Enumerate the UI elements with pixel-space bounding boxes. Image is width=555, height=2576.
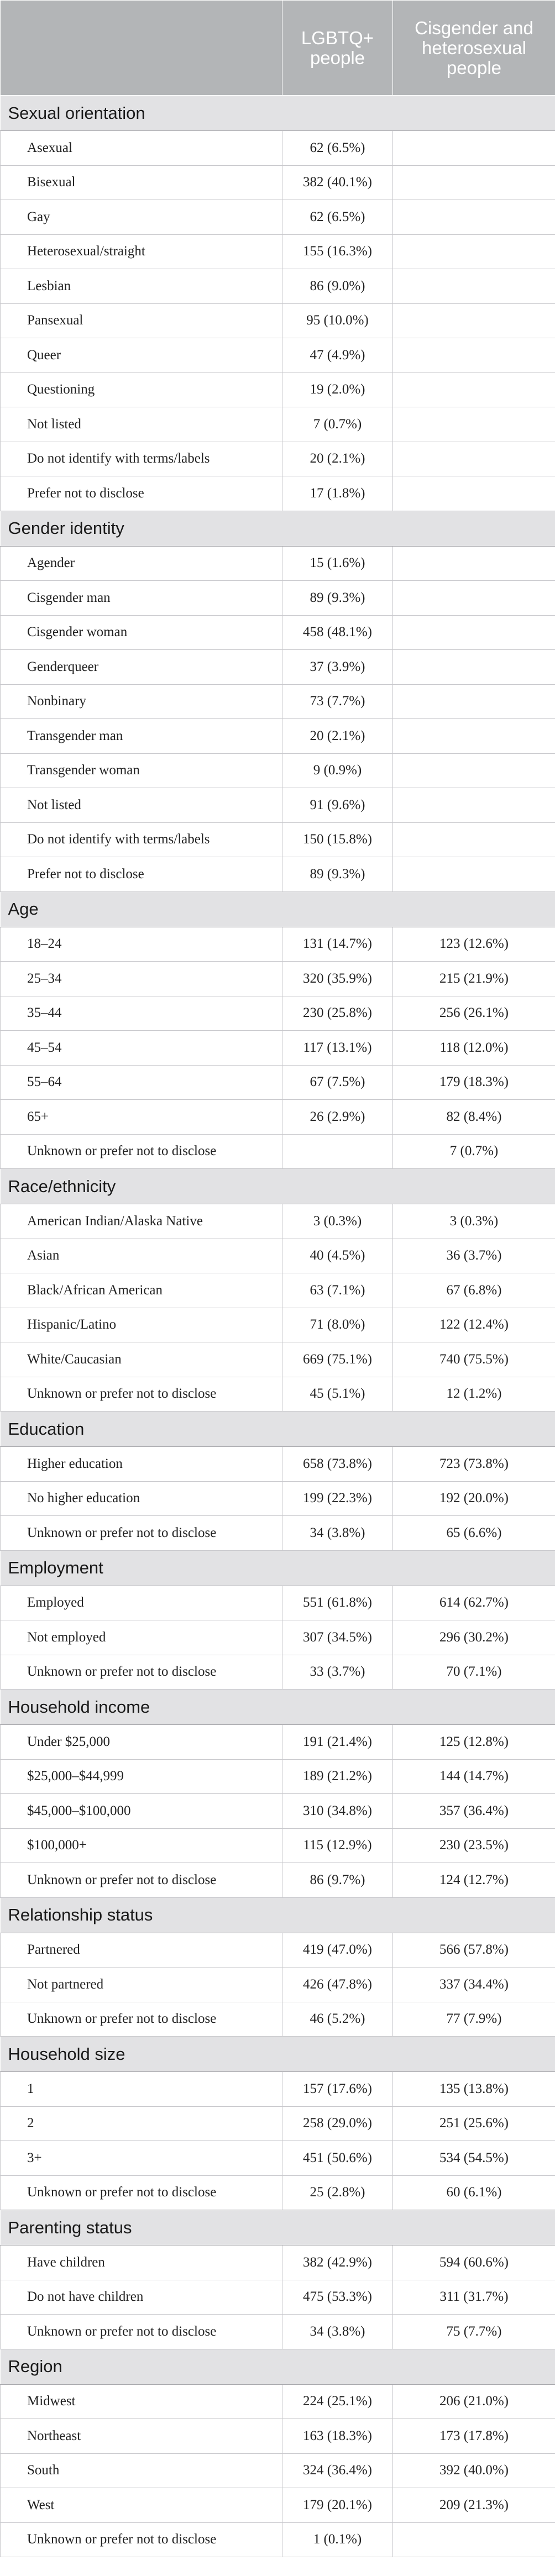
section-title: Employment [1, 1550, 555, 1586]
table-row [1, 788, 555, 823]
cis-value-cell: 251 (25.6%) [393, 2106, 555, 2141]
lgbtq-value-cell: 40 (4.5%) [282, 1239, 393, 1273]
table-row [1, 2141, 555, 2176]
cis-value-cell: 123 (12.6%) [393, 927, 555, 962]
table-row [1, 1655, 555, 1690]
row-label-cell: Bisexual [1, 165, 282, 200]
cis-value-cell: 7 (0.7%) [393, 1134, 555, 1169]
table-row [1, 200, 555, 235]
cis-value-cell [393, 303, 555, 338]
cis-value-cell: 230 (23.5%) [393, 1828, 555, 1863]
lgbtq-value-cell: 230 (25.8%) [282, 996, 393, 1031]
cis-value-cell: 125 (12.8%) [393, 1725, 555, 1760]
cis-value-cell: 77 (7.9%) [393, 2002, 555, 2037]
table-row [1, 269, 555, 304]
lgbtq-value-cell: 419 (47.0%) [282, 1933, 393, 1968]
row-label-cell: Unknown or prefer not to disclose [1, 1655, 282, 1690]
section-title: Gender identity [1, 511, 555, 546]
table-row [1, 1134, 555, 1169]
lgbtq-value-cell: 7 (0.7%) [282, 407, 393, 442]
row-label-cell: Do not identify with terms/labels [1, 822, 282, 857]
table-row [1, 1863, 555, 1898]
row-label-cell: West [1, 2488, 282, 2523]
row-label-cell: Cisgender man [1, 581, 282, 616]
row-label-cell: Hispanic/Latino [1, 1308, 282, 1342]
lgbtq-value-cell: 658 (73.8%) [282, 1447, 393, 1482]
lgbtq-value-cell: 9 (0.9%) [282, 753, 393, 788]
cis-value-cell: 135 (13.8%) [393, 2072, 555, 2107]
lgbtq-value-cell: 67 (7.5%) [282, 1065, 393, 1100]
cis-value-cell [393, 753, 555, 788]
row-label-cell: Do not identify with terms/labels [1, 442, 282, 476]
row-label-cell: Do not have children [1, 2280, 282, 2315]
lgbtq-value-cell: 47 (4.9%) [282, 338, 393, 373]
lgbtq-value-cell: 475 (53.3%) [282, 2280, 393, 2315]
cis-value-cell: 12 (1.2%) [393, 1377, 555, 1412]
lgbtq-value-cell: 26 (2.9%) [282, 1100, 393, 1135]
table-row [1, 996, 555, 1031]
cis-value-cell [393, 165, 555, 200]
table-row [1, 650, 555, 685]
cis-value-cell: 70 (7.1%) [393, 1655, 555, 1690]
lgbtq-value-cell: 307 (34.5%) [282, 1620, 393, 1655]
header-cis-column: Cisgender and heterosexual people [393, 1, 555, 96]
cis-value-cell: 122 (12.4%) [393, 1308, 555, 1342]
row-label-cell: Unknown or prefer not to disclose [1, 1863, 282, 1898]
cis-value-cell [393, 822, 555, 857]
cis-value-cell: 60 (6.1%) [393, 2175, 555, 2210]
cis-value-cell: 144 (14.7%) [393, 1759, 555, 1794]
lgbtq-value-cell: 426 (47.8%) [282, 1968, 393, 2002]
lgbtq-value-cell: 310 (34.8%) [282, 1794, 393, 1829]
lgbtq-value-cell: 46 (5.2%) [282, 2002, 393, 2037]
table-row [1, 1065, 555, 1100]
lgbtq-value-cell: 669 (75.1%) [282, 1342, 393, 1377]
cis-value-cell: 256 (26.1%) [393, 996, 555, 1031]
cis-value-cell [393, 234, 555, 269]
cis-value-cell: 740 (75.5%) [393, 1342, 555, 1377]
cis-value-cell [393, 650, 555, 685]
cis-value-cell: 82 (8.4%) [393, 1100, 555, 1135]
cis-value-cell: 534 (54.5%) [393, 2141, 555, 2176]
table-row [1, 615, 555, 650]
cis-value-cell: 209 (21.3%) [393, 2488, 555, 2523]
cis-value-cell [393, 788, 555, 823]
lgbtq-value-cell: 37 (3.9%) [282, 650, 393, 685]
cis-value-cell [393, 476, 555, 511]
lgbtq-value-cell: 20 (2.1%) [282, 442, 393, 476]
lgbtq-value-cell: 191 (21.4%) [282, 1725, 393, 1760]
section-title: Household income [1, 1690, 555, 1725]
cis-value-cell: 723 (73.8%) [393, 1447, 555, 1482]
table-row [1, 476, 555, 511]
table-row [1, 373, 555, 407]
table-row [1, 1377, 555, 1412]
cis-value-cell [393, 2522, 555, 2557]
cis-value-cell: 357 (36.4%) [393, 1794, 555, 1829]
table-row [1, 1204, 555, 1239]
row-label-cell: Higher education [1, 1447, 282, 1482]
row-label-cell: 1 [1, 2072, 282, 2107]
table-row [1, 1794, 555, 1829]
cis-value-cell: 65 (6.6%) [393, 1516, 555, 1551]
cis-value-cell: 179 (18.3%) [393, 1065, 555, 1100]
row-label-cell: Unknown or prefer not to disclose [1, 2002, 282, 2037]
table-row [1, 546, 555, 581]
lgbtq-value-cell: 25 (2.8%) [282, 2175, 393, 2210]
row-label-cell: Northeast [1, 2419, 282, 2454]
table-row [1, 303, 555, 338]
section-header-row [1, 96, 555, 131]
row-label-cell: Partnered [1, 1933, 282, 1968]
cis-value-cell [393, 269, 555, 304]
cis-value-cell: 3 (0.3%) [393, 1204, 555, 1239]
table-row [1, 1239, 555, 1273]
cis-value-cell: 124 (12.7%) [393, 1863, 555, 1898]
row-label-cell: $25,000–$44,999 [1, 1759, 282, 1794]
row-label-cell: Nonbinary [1, 684, 282, 719]
cis-value-cell [393, 442, 555, 476]
row-label-cell: 45–54 [1, 1031, 282, 1066]
table-row [1, 1759, 555, 1794]
lgbtq-value-cell: 117 (13.1%) [282, 1031, 393, 1066]
row-label-cell: Unknown or prefer not to disclose [1, 2175, 282, 2210]
row-label-cell: Asian [1, 1239, 282, 1273]
header-label-column [1, 1, 282, 96]
table-row [1, 2106, 555, 2141]
lgbtq-value-cell: 62 (6.5%) [282, 131, 393, 166]
table-row [1, 581, 555, 616]
lgbtq-value-cell [282, 1134, 393, 1169]
table-row [1, 131, 555, 166]
section-header-row [1, 1690, 555, 1725]
table-row [1, 407, 555, 442]
row-label-cell: Heterosexual/straight [1, 234, 282, 269]
row-label-cell: $100,000+ [1, 1828, 282, 1863]
lgbtq-value-cell: 115 (12.9%) [282, 1828, 393, 1863]
lgbtq-value-cell: 63 (7.1%) [282, 1273, 393, 1308]
row-label-cell: Prefer not to disclose [1, 476, 282, 511]
lgbtq-value-cell: 91 (9.6%) [282, 788, 393, 823]
row-label-cell: White/Caucasian [1, 1342, 282, 1377]
lgbtq-value-cell: 89 (9.3%) [282, 857, 393, 892]
lgbtq-value-cell: 157 (17.6%) [282, 2072, 393, 2107]
lgbtq-value-cell: 19 (2.0%) [282, 373, 393, 407]
table-row [1, 1516, 555, 1551]
lgbtq-value-cell: 95 (10.0%) [282, 303, 393, 338]
table-row [1, 1447, 555, 1482]
row-label-cell: Unknown or prefer not to disclose [1, 2315, 282, 2349]
section-header-row [1, 511, 555, 546]
lgbtq-value-cell: 45 (5.1%) [282, 1377, 393, 1412]
lgbtq-value-cell: 150 (15.8%) [282, 822, 393, 857]
table-row [1, 1100, 555, 1135]
row-label-cell: Unknown or prefer not to disclose [1, 2522, 282, 2557]
row-label-cell: Agender [1, 546, 282, 581]
row-label-cell: 25–34 [1, 962, 282, 996]
table-row [1, 2246, 555, 2280]
lgbtq-value-cell: 324 (36.4%) [282, 2453, 393, 2488]
table-row [1, 927, 555, 962]
row-label-cell: Transgender man [1, 719, 282, 754]
section-header-row [1, 2037, 555, 2072]
row-label-cell: 55–64 [1, 1065, 282, 1100]
section-header-row [1, 1169, 555, 1204]
lgbtq-value-cell: 458 (48.1%) [282, 615, 393, 650]
table-row [1, 2453, 555, 2488]
lgbtq-value-cell: 73 (7.7%) [282, 684, 393, 719]
cis-value-cell [393, 546, 555, 581]
row-label-cell: South [1, 2453, 282, 2488]
section-title: Race/ethnicity [1, 1169, 555, 1204]
section-header-row [1, 2349, 555, 2384]
lgbtq-value-cell: 33 (3.7%) [282, 1655, 393, 1690]
table-row [1, 684, 555, 719]
header-lgbtq-column: LGBTQ+ people [282, 1, 393, 96]
table-row [1, 1481, 555, 1516]
section-header-row [1, 891, 555, 927]
row-label-cell: 3+ [1, 2141, 282, 2176]
lgbtq-value-cell: 179 (20.1%) [282, 2488, 393, 2523]
table-row [1, 2315, 555, 2349]
cis-value-cell [393, 131, 555, 166]
table-row [1, 2384, 555, 2419]
table-row [1, 1273, 555, 1308]
lgbtq-value-cell: 155 (16.3%) [282, 234, 393, 269]
cis-value-cell: 75 (7.7%) [393, 2315, 555, 2349]
table-row [1, 719, 555, 754]
cis-value-cell [393, 719, 555, 754]
row-label-cell: Unknown or prefer not to disclose [1, 1134, 282, 1169]
table-row [1, 338, 555, 373]
table-row [1, 2488, 555, 2523]
table-row [1, 1620, 555, 1655]
row-label-cell: Genderqueer [1, 650, 282, 685]
table-header-row [1, 1, 555, 96]
table-row [1, 1586, 555, 1620]
lgbtq-value-cell: 382 (42.9%) [282, 2246, 393, 2280]
cis-value-cell: 36 (3.7%) [393, 1239, 555, 1273]
table-row [1, 234, 555, 269]
lgbtq-value-cell: 320 (35.9%) [282, 962, 393, 996]
table-row [1, 2419, 555, 2454]
row-label-cell: Under $25,000 [1, 1725, 282, 1760]
cis-value-cell [393, 200, 555, 235]
row-label-cell: $45,000–$100,000 [1, 1794, 282, 1829]
row-label-cell: Prefer not to disclose [1, 857, 282, 892]
table-row [1, 1342, 555, 1377]
cis-value-cell: 296 (30.2%) [393, 1620, 555, 1655]
table-row [1, 822, 555, 857]
lgbtq-value-cell: 34 (3.8%) [282, 2315, 393, 2349]
lgbtq-value-cell: 382 (40.1%) [282, 165, 393, 200]
lgbtq-value-cell: 199 (22.3%) [282, 1481, 393, 1516]
lgbtq-value-cell: 71 (8.0%) [282, 1308, 393, 1342]
table-row [1, 857, 555, 892]
lgbtq-value-cell: 86 (9.7%) [282, 1863, 393, 1898]
table-row [1, 1933, 555, 1968]
table-row [1, 1308, 555, 1342]
row-label-cell: Gay [1, 200, 282, 235]
table-row [1, 165, 555, 200]
section-title: Household size [1, 2037, 555, 2072]
row-label-cell: Not partnered [1, 1968, 282, 2002]
cis-value-cell [393, 857, 555, 892]
cis-value-cell: 206 (21.0%) [393, 2384, 555, 2419]
section-header-row [1, 1412, 555, 1447]
lgbtq-value-cell: 163 (18.3%) [282, 2419, 393, 2454]
row-label-cell: Black/African American [1, 1273, 282, 1308]
row-label-cell: 65+ [1, 1100, 282, 1135]
section-title: Relationship status [1, 1897, 555, 1933]
row-label-cell: Not employed [1, 1620, 282, 1655]
row-label-cell: Questioning [1, 373, 282, 407]
table-row [1, 1725, 555, 1760]
section-title: Age [1, 891, 555, 927]
cis-value-cell [393, 684, 555, 719]
table-body [1, 96, 555, 2557]
cis-value-cell [393, 373, 555, 407]
cis-value-cell: 311 (31.7%) [393, 2280, 555, 2315]
section-title: Education [1, 1412, 555, 1447]
table-row [1, 2072, 555, 2107]
lgbtq-value-cell: 451 (50.6%) [282, 2141, 393, 2176]
section-header-row [1, 1897, 555, 1933]
cis-value-cell [393, 615, 555, 650]
section-title: Sexual orientation [1, 96, 555, 131]
row-label-cell: 2 [1, 2106, 282, 2141]
cis-value-cell [393, 581, 555, 616]
row-label-cell: Employed [1, 1586, 282, 1620]
cis-value-cell: 215 (21.9%) [393, 962, 555, 996]
section-title: Parenting status [1, 2210, 555, 2246]
row-label-cell: Have children [1, 2246, 282, 2280]
row-label-cell: Unknown or prefer not to disclose [1, 1377, 282, 1412]
row-label-cell: 35–44 [1, 996, 282, 1031]
table-row [1, 1828, 555, 1863]
lgbtq-value-cell: 86 (9.0%) [282, 269, 393, 304]
table-row [1, 2002, 555, 2037]
cis-value-cell: 192 (20.0%) [393, 1481, 555, 1516]
cis-value-cell: 594 (60.6%) [393, 2246, 555, 2280]
lgbtq-value-cell: 224 (25.1%) [282, 2384, 393, 2419]
table-row [1, 2280, 555, 2315]
lgbtq-value-cell: 551 (61.8%) [282, 1586, 393, 1620]
cis-value-cell: 566 (57.8%) [393, 1933, 555, 1968]
cis-value-cell: 337 (34.4%) [393, 1968, 555, 2002]
lgbtq-value-cell: 15 (1.6%) [282, 546, 393, 581]
table-row [1, 2522, 555, 2557]
table-row [1, 962, 555, 996]
lgbtq-value-cell: 189 (21.2%) [282, 1759, 393, 1794]
lgbtq-value-cell: 3 (0.3%) [282, 1204, 393, 1239]
row-label-cell: Midwest [1, 2384, 282, 2419]
row-label-cell: Transgender woman [1, 753, 282, 788]
lgbtq-value-cell: 258 (29.0%) [282, 2106, 393, 2141]
lgbtq-value-cell: 62 (6.5%) [282, 200, 393, 235]
lgbtq-value-cell: 17 (1.8%) [282, 476, 393, 511]
row-label-cell: Not listed [1, 407, 282, 442]
table-row [1, 1031, 555, 1066]
row-label-cell: No higher education [1, 1481, 282, 1516]
table-row [1, 2175, 555, 2210]
table-row [1, 442, 555, 476]
row-label-cell: Not listed [1, 788, 282, 823]
cis-value-cell [393, 338, 555, 373]
table-row [1, 753, 555, 788]
row-label-cell: 18–24 [1, 927, 282, 962]
row-label-cell: Unknown or prefer not to disclose [1, 1516, 282, 1551]
section-title: Region [1, 2349, 555, 2384]
lgbtq-value-cell: 131 (14.7%) [282, 927, 393, 962]
row-label-cell: Cisgender woman [1, 615, 282, 650]
row-label-cell: Queer [1, 338, 282, 373]
row-label-cell: Pansexual [1, 303, 282, 338]
lgbtq-value-cell: 89 (9.3%) [282, 581, 393, 616]
lgbtq-value-cell: 1 (0.1%) [282, 2522, 393, 2557]
section-header-row [1, 1550, 555, 1586]
cis-value-cell: 118 (12.0%) [393, 1031, 555, 1066]
row-label-cell: American Indian/Alaska Native [1, 1204, 282, 1239]
cis-value-cell: 392 (40.0%) [393, 2453, 555, 2488]
cis-value-cell [393, 407, 555, 442]
cis-value-cell: 614 (62.7%) [393, 1586, 555, 1620]
row-label-cell: Lesbian [1, 269, 282, 304]
cis-value-cell: 173 (17.8%) [393, 2419, 555, 2454]
cis-value-cell: 67 (6.8%) [393, 1273, 555, 1308]
lgbtq-value-cell: 20 (2.1%) [282, 719, 393, 754]
table-row [1, 1968, 555, 2002]
section-header-row [1, 2210, 555, 2246]
lgbtq-value-cell: 34 (3.8%) [282, 1516, 393, 1551]
row-label-cell: Asexual [1, 131, 282, 166]
